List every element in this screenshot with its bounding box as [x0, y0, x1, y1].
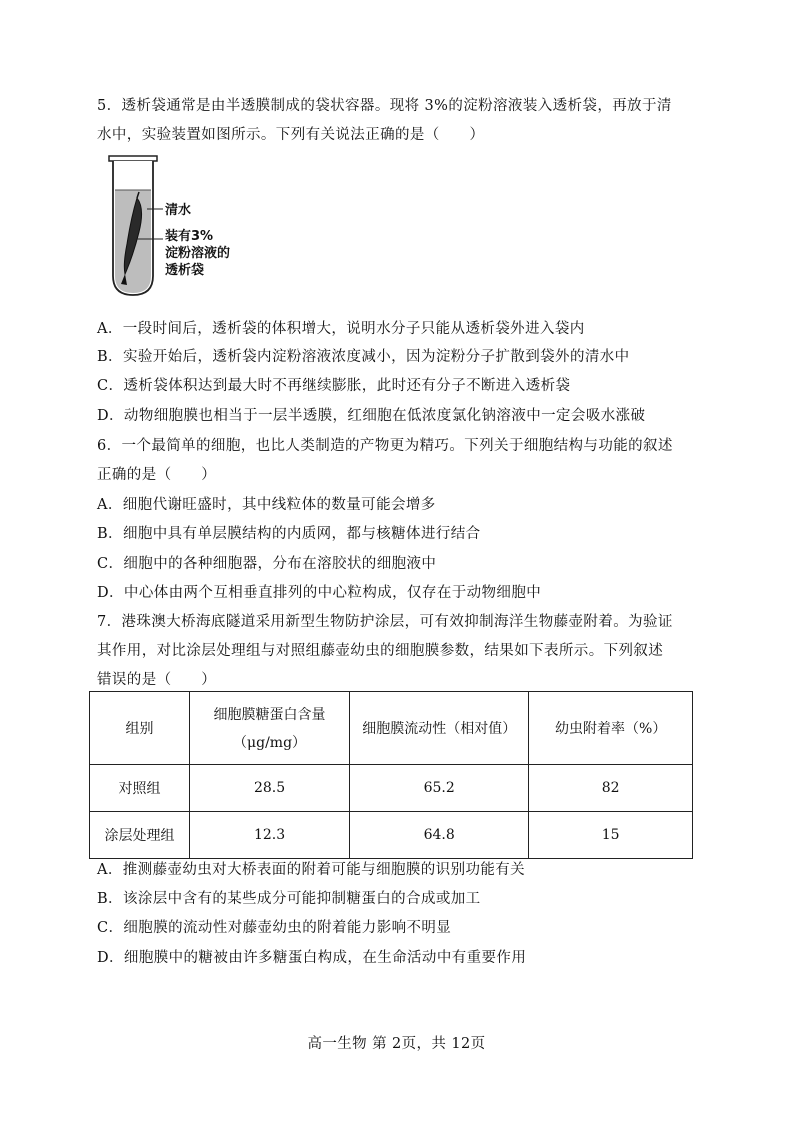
q7-stem-line1: 7．港珠澳大桥海底隧道采用新型生物防护涂层，可有效抑制海洋生物藤壶附着。为验证: [97, 614, 673, 630]
cell-glycoprotein: 12.3: [190, 812, 350, 859]
cell-fluidity: 64.8: [350, 812, 529, 859]
q7-option-d: D．细胞膜中的糖被由许多糖蛋白构成，在生命活动中有重要作用: [97, 950, 527, 966]
label-bag-line3: 透析袋: [165, 263, 205, 278]
q5-option-a: A．一段时间后，透析袋的体积增大，说明水分子只能从透析袋外进入袋内: [97, 321, 585, 337]
q7-stem-line3: 错误的是（ ）: [97, 672, 217, 688]
cell-group: 涂层处理组: [90, 812, 190, 859]
label-bag-line1: 装有3%: [165, 229, 214, 244]
cell-attachment-rate: 82: [529, 765, 693, 812]
q7-option-b: B．该涂层中含有的某些成分可能抑制糖蛋白的合成或加工: [97, 891, 481, 907]
q7-option-a: A．推测藤壶幼虫对大桥表面的附着可能与细胞膜的识别功能有关: [97, 862, 526, 878]
q6-stem-line2: 正确的是（ ）: [97, 467, 217, 483]
header-glycoprotein-unit: （μg/mg）: [233, 735, 307, 751]
table-row: [90, 812, 693, 859]
q6-stem-line1: 6．一个最简单的细胞，也比人类制造的产物更为精巧。下列关于细胞结构与功能的叙述: [97, 438, 673, 454]
header-glycoprotein: [190, 692, 350, 765]
q5-option-c: C．透析袋体积达到最大时不再继续膨胀，此时还有分子不断进入透析袋: [97, 378, 571, 394]
cell-attachment-rate: 15: [529, 812, 693, 859]
q6-option-b: B．细胞中具有单层膜结构的内质网，都与核糖体进行结合: [97, 526, 481, 542]
header-attachment-rate: 幼虫附着率（%）: [529, 692, 693, 765]
cell-glycoprotein: 28.5: [190, 765, 350, 812]
q6-option-d: D．中心体由两个互相垂直排列的中心粒构成，仅存在于动物细胞中: [97, 585, 542, 601]
header-glycoprotein-title: 细胞膜糖蛋白含量: [213, 707, 326, 723]
cell-fluidity: 65.2: [350, 765, 529, 812]
q6-option-c: C．细胞中的各种细胞器，分布在溶胶状的细胞液中: [97, 556, 437, 572]
page-footer: 高一生物 第 2页，共 12页: [307, 1036, 486, 1052]
test-tube-diagram: [103, 152, 263, 302]
header-fluidity: 细胞膜流动性（相对值）: [350, 692, 529, 765]
header-group: 组别: [90, 692, 190, 765]
label-water: 清水: [165, 203, 192, 218]
table-row: [90, 765, 693, 812]
results-table: [89, 691, 693, 859]
q5-option-b: B．实验开始后，透析袋内淀粉溶液浓度减小，因为淀粉分子扩散到袋外的清水中: [97, 349, 630, 365]
q7-option-c: C．细胞膜的流动性对藤壶幼虫的附着能力影响不明显: [97, 920, 452, 936]
table-header-row: [90, 692, 693, 765]
q7-stem-line2: 其作用，对比涂层处理组与对照组藤壶幼虫的细胞膜参数，结果如下表所示。下列叙述: [97, 643, 664, 659]
q5-option-d: D．动物细胞膜也相当于一层半透膜，红细胞在低浓度氯化钠溶液中一定会吸水涨破: [97, 408, 646, 424]
label-bag-line2: 淀粉溶液的: [165, 246, 231, 261]
q6-option-a: A．细胞代谢旺盛时，其中线粒体的数量可能会增多: [97, 497, 436, 513]
cell-group: 对照组: [90, 765, 190, 812]
q5-stem-line2: 水中，实验装置如图所示。下列有关说法正确的是（ ）: [97, 127, 485, 143]
q5-stem-line1: 5．透析袋通常是由半透膜制成的袋状容器。现将 3%的淀粉溶液装入透析袋，再放于清: [97, 98, 672, 114]
